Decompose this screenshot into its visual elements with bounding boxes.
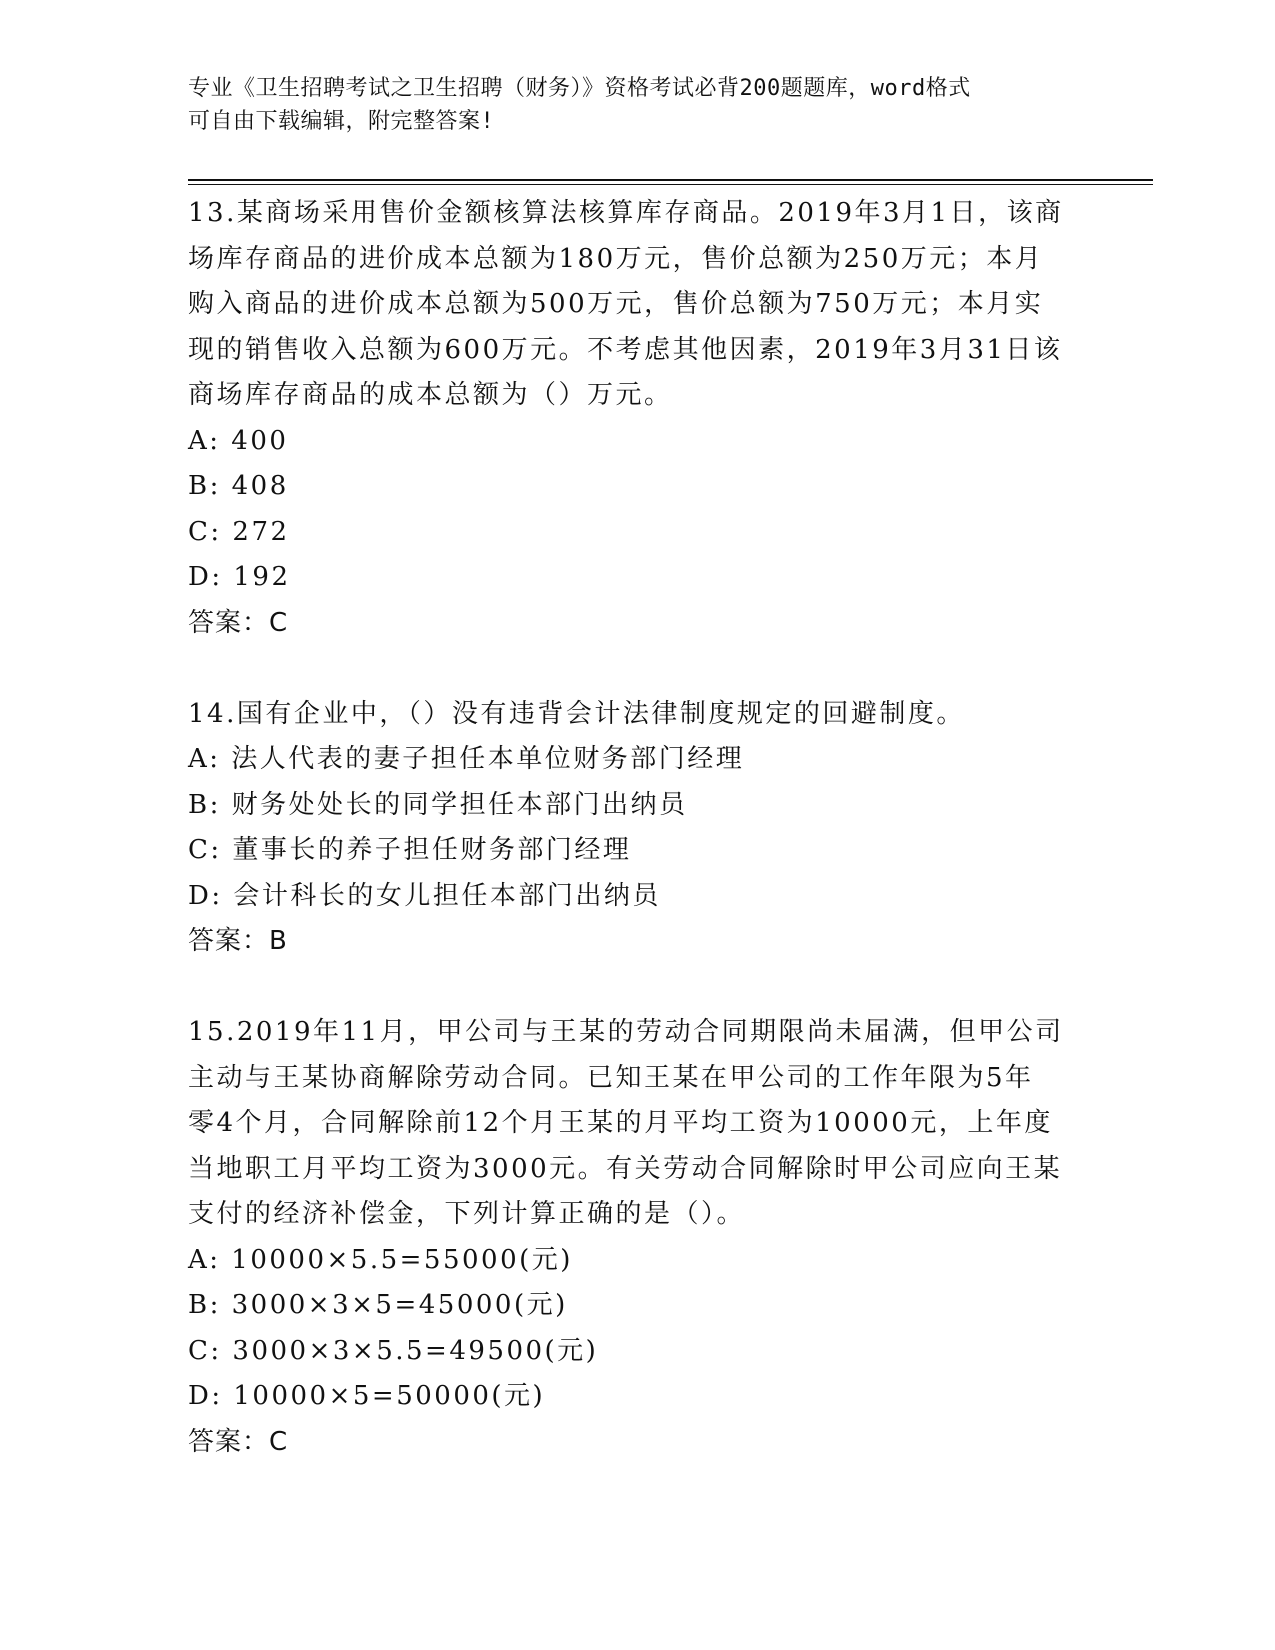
question-list bbox=[188, 191, 1088, 1465]
option-d: D: 192 bbox=[188, 562, 291, 592]
option-b: B: 财务处处长的同学担任本部门出纳员 bbox=[188, 789, 688, 820]
option-d: D: 会计科长的女儿担任本部门出纳员 bbox=[188, 880, 661, 911]
header-divider-thick bbox=[188, 179, 1153, 181]
question-stem-line: 现的销售收入总额为600万元。不考虑其他因素，2019年3月31日该 bbox=[188, 334, 1063, 365]
header-line-2: 可自由下载编辑，附完整答案! bbox=[188, 109, 495, 134]
question-stem-line: 支付的经济补偿金，下列计算正确的是（）。 bbox=[188, 1199, 746, 1229]
question-15 bbox=[188, 1010, 1088, 1465]
question-14 bbox=[188, 692, 1088, 965]
question-stem-line: 14.国有企业中，（）没有违背会计法律制度规定的回避制度。 bbox=[188, 698, 965, 729]
question-spacer bbox=[188, 965, 1088, 1011]
option-d: D: 10000×5=50000(元) bbox=[188, 1381, 546, 1411]
document-header bbox=[188, 72, 1088, 138]
option-c: C: 3000×3×5.5=49500(元) bbox=[188, 1335, 599, 1366]
question-stem-line: 购入商品的进价成本总额为500万元，售价总额为750万元；本月实 bbox=[188, 289, 1044, 319]
header-divider-thin bbox=[188, 184, 1153, 185]
question-13 bbox=[188, 191, 1088, 646]
answer-label: 答案：C bbox=[188, 607, 289, 638]
option-a: A: 法人代表的妻子担任本单位财务部门经理 bbox=[188, 744, 745, 774]
question-stem-line: 场库存商品的进价成本总额为180万元，售价总额为250万元；本月 bbox=[188, 243, 1044, 274]
question-spacer bbox=[188, 646, 1088, 692]
question-stem-line: 当地职工月平均工资为3000元。有关劳动合同解除时甲公司应向王某 bbox=[188, 1153, 1063, 1184]
option-c: C: 董事长的养子担任财务部门经理 bbox=[188, 835, 632, 865]
option-c: C: 272 bbox=[188, 516, 290, 547]
question-stem-line: 15.2019年11月，甲公司与王某的劳动合同期限尚未届满，但甲公司 bbox=[188, 1017, 1064, 1047]
option-b: B: 3000×3×5=45000(元) bbox=[188, 1290, 568, 1320]
question-stem-line: 零4个月，合同解除前12个月王某的月平均工资为10000元，上年度 bbox=[188, 1108, 1053, 1138]
option-a: A: 400 bbox=[188, 425, 289, 456]
question-stem-line: 主动与王某协商解除劳动合同。已知王某在甲公司的工作年限为5年 bbox=[188, 1062, 1034, 1093]
header-line-1: 专业《卫生招聘考试之卫生招聘（财务）》资格考试必背200题题库，word格式 bbox=[188, 76, 971, 101]
answer-label: 答案：B bbox=[188, 926, 288, 956]
answer-label: 答案：C bbox=[188, 1426, 289, 1457]
question-stem-line: 13.某商场采用售价金额核算法核算库存商品。2019年3月1日，该商 bbox=[188, 198, 1064, 228]
question-stem-line: 商场库存商品的成本总额为（）万元。 bbox=[188, 380, 673, 410]
option-a: A: 10000×5.5=55000(元) bbox=[188, 1244, 573, 1275]
option-b: B: 408 bbox=[188, 471, 289, 501]
